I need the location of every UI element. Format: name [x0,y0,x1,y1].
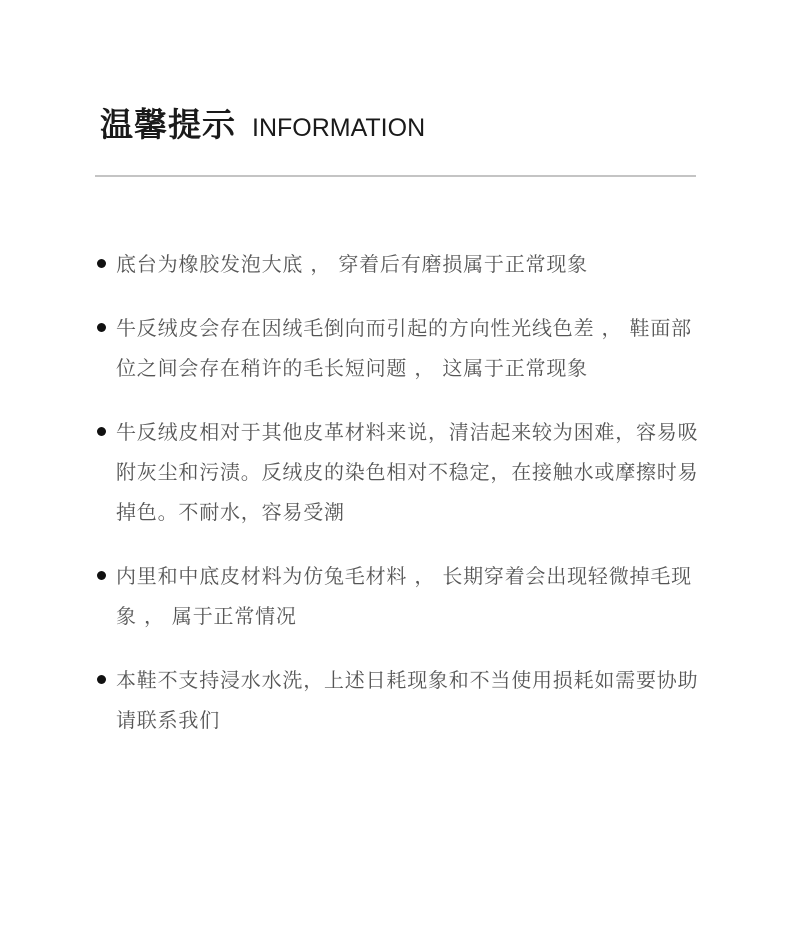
note-text: 内里和中底皮材料为仿兔毛材料 ， 长期穿着会出现轻微掉毛现象 ， 属于正常情况 [116,564,692,628]
section-header [100,104,425,146]
bullet-icon [97,427,106,436]
list-item [96,412,701,532]
bullet-icon [97,571,106,580]
note-text: 底台为橡胶发泡大底 ， 穿着后有磨损属于正常现象 [116,252,588,276]
bullet-icon [97,259,106,268]
page-title: 温馨提示 [100,105,236,144]
list-item [96,660,701,740]
bullet-icon [97,323,106,332]
list-item [96,556,701,636]
list-item [96,244,701,284]
page-subtitle: INFORMATION [252,114,426,142]
list-item [96,308,701,388]
notes-list [96,244,701,764]
header-divider [95,175,696,177]
bullet-icon [97,675,106,684]
note-text: 本鞋不支持浸水水洗，上述日耗现象和不当使用损耗如需要协助请联系我们 [116,668,699,732]
note-text: 牛反绒皮相对于其他皮革材料来说，清洁起来较为困难，容易吸附灰尘和污渍。反绒皮的染色相对不稳定，在接触水或摩擦时易掉色。不耐水，容易受潮 [116,420,699,524]
note-text: 牛反绒皮会存在因绒毛倒向而引起的方向性光线色差 ， 鞋面部位之间会存在稍许的毛长短问题 ， 这属于正常现象 [116,316,692,380]
